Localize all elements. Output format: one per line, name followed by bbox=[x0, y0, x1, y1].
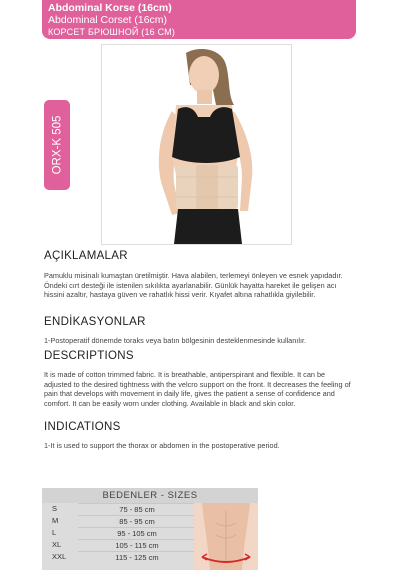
title-turkish: Abdominal Korse (16cm) bbox=[48, 2, 172, 14]
size-range: 115 - 125 cm bbox=[78, 551, 196, 563]
size-range: 105 - 115 cm bbox=[78, 539, 196, 551]
size-range: 85 - 95 cm bbox=[78, 515, 196, 527]
size-label: S bbox=[52, 504, 58, 513]
product-header bbox=[42, 0, 356, 39]
product-code: ORX-K 505 bbox=[51, 115, 63, 175]
size-chart bbox=[42, 488, 258, 570]
waist-measure-illustration bbox=[194, 503, 258, 570]
model-illustration bbox=[102, 45, 291, 244]
size-label: M bbox=[52, 516, 59, 525]
size-label: XXL bbox=[52, 552, 67, 561]
heading-aciklamalar: AÇIKLAMALAR bbox=[44, 250, 128, 262]
size-label: L bbox=[52, 528, 57, 537]
product-code-tab bbox=[44, 100, 70, 190]
size-label: XL bbox=[52, 540, 62, 549]
title-russian: КОРСЕТ БРЮШНОЙ (16 СМ) bbox=[48, 27, 176, 37]
text-aciklamalar: Pamuklu misinalı kumaştan üretilmiştir. Hava alabilen, terlemeyi önleyen ve esnek yapıdadır. Öndeki cırt desteği ile istenilen sıkılıkta ayarlanabilir. Günlük hayatta hareket ile gelişen acı hissini azaltır, hastaya güven ve rahatlık hissi verir. Kıyafet altına rahatlıkla giyilebilir. bbox=[44, 271, 343, 300]
torso-measure-image bbox=[194, 503, 258, 570]
size-range: 95 - 105 cm bbox=[78, 527, 196, 539]
size-chart-title: BEDENLER - SIZES bbox=[42, 488, 258, 503]
heading-endikasyonlar: ENDİKASYONLAR bbox=[44, 316, 146, 328]
size-range: 75 - 85 cm bbox=[78, 503, 196, 515]
heading-descriptions: DESCRIPTIONS bbox=[44, 350, 134, 362]
title-english: Abdominal Corset (16cm) bbox=[48, 14, 168, 26]
text-endikasyonlar: 1-Postoperatif dönemde toraks veya batın bölgesinin desteklenmesinde kullanılır. bbox=[44, 336, 307, 345]
product-photo bbox=[101, 44, 292, 245]
text-indications: 1-It is used to support the thorax or abdomen in the postoperative period. bbox=[44, 441, 280, 450]
text-descriptions: It is made of cotton trimmed fabric. It is breathable, antiperspirant and flexible. It can be adjusted to the desired tightness with the velcro support on the front. It decreases the feeling of pain that develops with movement in daily life, gives the patient a sense of confidence and comfort. It can be easily worn under clothing. Available in black and skin color. bbox=[44, 370, 351, 408]
heading-indications: INDICATIONS bbox=[44, 421, 121, 433]
